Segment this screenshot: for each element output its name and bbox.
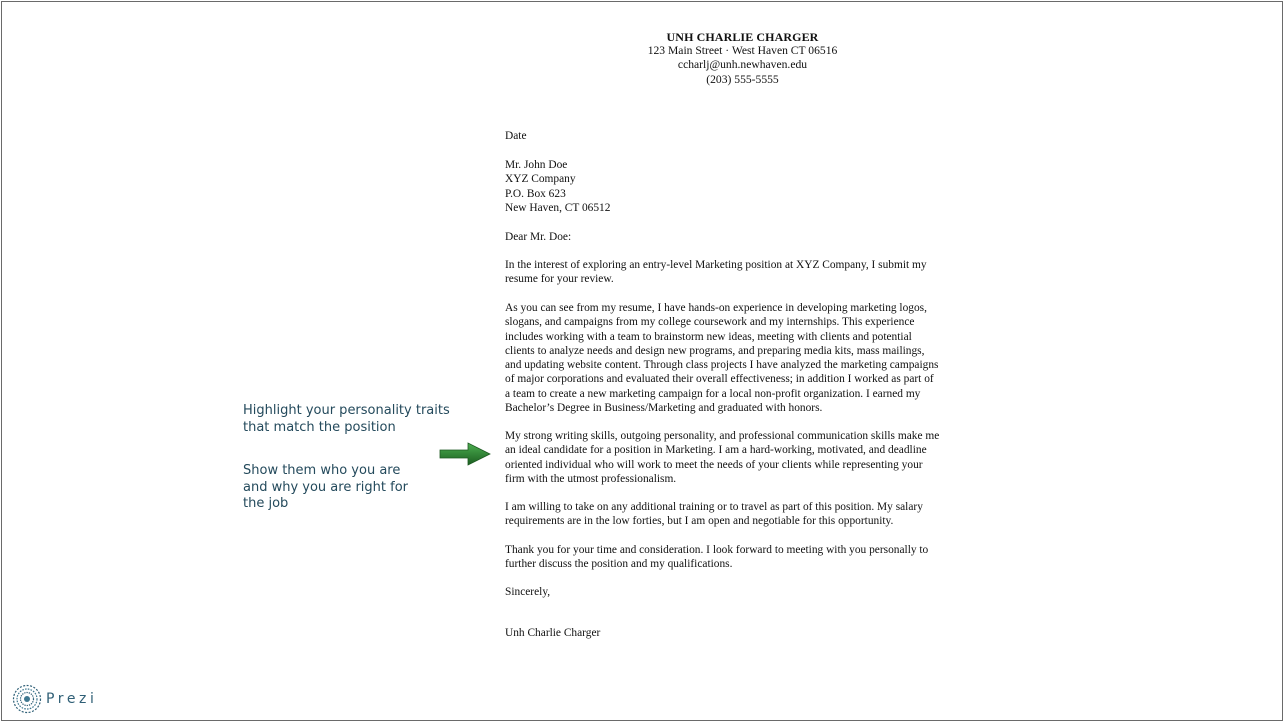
prezi-logo-icon	[12, 684, 42, 714]
paragraph-line: requirements are in the low forties, but I am open and negotiable for this opportunity.	[505, 515, 894, 528]
paragraph-intro	[505, 258, 985, 287]
sender-address: 123 Main Street · West Haven CT 06516	[647, 44, 838, 58]
paragraph-line: and updating website content. Through class projects I have analyzed the marketing campaigns	[505, 359, 939, 372]
paragraph-line: of major corporations and evaluated their overall effectiveness; in addition I worked as part of	[505, 373, 934, 386]
paragraph-experience	[505, 301, 985, 415]
paragraph-line: further discuss the position and my qualifications.	[505, 558, 733, 571]
paragraph-availability	[505, 500, 985, 529]
letterhead	[560, 30, 925, 87]
annotation-line: Show them who you are	[243, 463, 401, 478]
annotation-line: the job	[243, 496, 289, 511]
sender-email: ccharlj@unh.newhaven.edu	[677, 58, 808, 72]
annotation-line: that match the position	[243, 419, 396, 435]
paragraph-line: oriented individual who will work to meet the needs of your clients while representing your	[505, 458, 923, 471]
salutation: Dear Mr. Doe:	[505, 231, 572, 243]
annotation-show-who-you-are	[243, 463, 408, 513]
paragraph-personality	[505, 429, 985, 486]
letter-date: Date	[505, 130, 527, 142]
recipient-line: New Haven, CT 06512	[505, 201, 611, 214]
recipient-line: Mr. John Doe	[505, 159, 568, 171]
sender-phone: (203) 555-5555	[706, 72, 779, 86]
paragraph-line: a team to create a new marketing campaign for a local non-profit organization. I earned my	[505, 387, 921, 400]
paragraph-line: My strong writing skills, outgoing personality, and professional communication skills make me	[505, 430, 940, 442]
paragraph-thanks	[505, 543, 985, 572]
annotation-line: Highlight your personality traits	[243, 403, 450, 418]
prezi-wordmark: Prezi	[46, 691, 98, 707]
signature: Unh Charlie Charger	[505, 627, 601, 639]
paragraph-line: Bachelor’s Degree in Business/Marketing and graduated with honors.	[505, 402, 823, 415]
paragraph-line: firm with the utmost professionalism.	[505, 472, 677, 485]
paragraph-line: Thank you for your time and consideration. I look forward to meeting with you personally to	[505, 544, 929, 556]
recipient-line: P.O. Box 623	[505, 187, 566, 200]
paragraph-line: includes working with a team to brainstorm new ideas, meeting with clients and potential	[505, 330, 912, 343]
paragraph-line: resume for your review.	[505, 273, 614, 286]
paragraph-line: an ideal candidate for a position in Marketing. I am a hard-working, motivated, and deadline	[505, 444, 927, 457]
prezi-brand	[12, 684, 98, 714]
paragraph-line: In the interest of exploring an entry-level Marketing position at XYZ Company, I submit my	[505, 259, 927, 271]
sender-name: UNH CHARLIE CHARGER	[666, 30, 819, 44]
paragraph-line: clients to analyze needs and design new programs, and preparing media kits, mass mailings,	[505, 344, 925, 357]
recipient-line: XYZ Company	[505, 173, 576, 186]
paragraph-line: slogans, and campaigns from my college coursework and my internships. This experience	[505, 316, 915, 329]
recipient-address	[505, 158, 985, 215]
paragraph-line: As you can see from my resume, I have hands-on experience in developing marketing logos,	[505, 302, 927, 314]
right-arrow-icon	[438, 440, 492, 468]
paragraph-line: I am willing to take on any additional training or to travel as part of this position. My salary	[505, 501, 923, 513]
annotation-line: and why you are right for	[243, 479, 409, 495]
annotation-personality-traits	[243, 403, 450, 436]
closing: Sincerely,	[505, 586, 551, 598]
